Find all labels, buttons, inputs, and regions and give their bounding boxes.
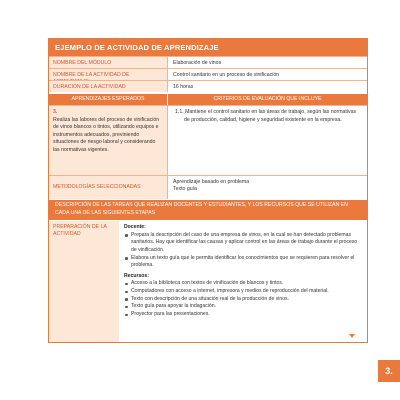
list-item: Computadores con acceso a internet, impresora y medios de reproducción del material. [124,288,362,296]
learning-header [49,94,367,105]
field-value: 16 horas [167,81,367,92]
methods-row [49,175,367,199]
list-item: Acceso a la biblioteca con textos de vinificación de blancos y tintos. [124,280,362,288]
field-row-module [49,56,367,68]
description-header: DESCRIPCIÓN DE LAS TAREAS QUE REALIZAN DOCENTES Y ESTUDIANTES, Y LOS RECURSOS QUE SE UTILIZAN EN CADA UNA DE LAS SIGUIENTES ETAPAS [49,200,367,220]
page-number: 3. [378,360,400,382]
methods-values [167,176,367,199]
list-item: Proyector para las presentaciones. [124,311,362,319]
field-value: Control sanitario en un proceso de vinificación [167,69,367,80]
list-item: Texto guía para apoyar la indagación. [124,303,362,311]
resources-list [124,280,362,318]
list-item: Prepara la descripción del caso de una empresa de vinos, en la cual se han detectado problemas sanitarios. Hay que identificar las causas y aplicar control en las áreas de trabajo durante el proceso de vinificación. [124,232,362,255]
methods-label: METODOLOGÍAS SELECCIONADAS [49,176,167,199]
list-item: Elabora un texto guía que le permita identificar los conocimientos que se requieren para resolver el problema. [124,255,362,270]
sheet-title: EJEMPLO DE ACTIVIDAD DE APRENDIZAJE [49,39,367,56]
criteria-text: 1.1. Mantiene el control sanitario en las áreas de trabajo, según las normativas de producción, calidad, higiene y seguridad existente en la empresa. [167,106,367,175]
preparation-label: PREPARACIÓN DE LA ACTIVIDAD [49,221,119,342]
field-row-activity [49,68,367,80]
teacher-list [124,232,362,270]
criteria-header: CRITERIOS DE EVALUACIÓN QUE INCLUYE [167,94,367,105]
learning-number: 3. [53,109,58,115]
activity-sheet [48,38,368,343]
expected-header: APRENDIZAJES ESPERADOS [71,96,145,102]
resources-title: Recursos: [124,272,149,279]
teacher-title: Docente: [124,224,146,230]
chevron-down-icon [349,334,355,338]
field-row-duration [49,80,367,92]
list-item: Texto con descripción de una situación real de la producción de vinos. [124,296,362,304]
field-label: NOMBRE DEL MÓDULO [49,57,167,68]
expected-text: Realiza las labores del proceso de vinificación de vinos blancos o tintos, utilizando equipos e instrumentos adecuados, previniendo situaciones de riesgo laboral y considerando las normativas vigentes. [53,116,160,153]
method-item: Texto guía [173,186,197,193]
field-label: DURACIÓN DE LA ACTIVIDAD [49,81,167,92]
method-item: Aprendizaje basado en problema [173,179,250,185]
preparation-content [119,221,367,342]
learning-row [49,105,367,175]
field-label: NOMBRE DE LA ACTIVIDAD DE [49,69,167,80]
expected-learning [49,106,167,175]
field-value: Elaboración de vinos [167,57,367,68]
preparation-row [49,221,367,342]
